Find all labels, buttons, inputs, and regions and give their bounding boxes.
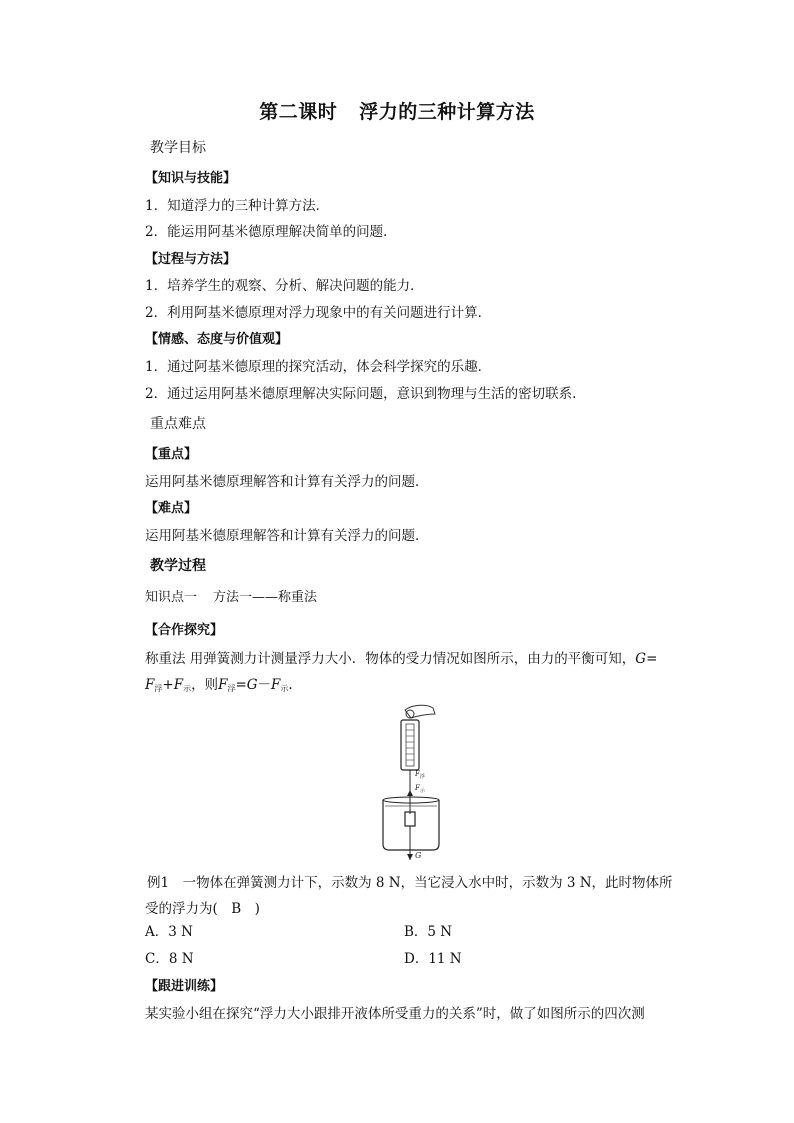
objective-p1: 1．培养学生的观察、分析、解决问题的能力． — [145, 278, 424, 294]
section-process: 教学过程 — [150, 558, 206, 574]
objective-e1: 1．通过阿基米德原理的探究活动，体会科学探究的乐趣． — [145, 359, 492, 375]
difficulty-text: 运用阿基米德原理解答和计算有关浮力的问题． — [145, 528, 429, 544]
subhead-knowledge: 【知识与技能】 — [145, 171, 237, 186]
section-objectives: 教学目标 — [150, 140, 206, 156]
subhead-follow: 【跟进训练】 — [145, 979, 224, 994]
knowledge-point-1: 知识点一 方法一——称重法 — [145, 590, 318, 605]
option-a: A．3 N — [145, 924, 193, 940]
spring-scale-body — [401, 720, 419, 770]
subhead-cooperate: 【合作探究】 — [145, 623, 224, 638]
label-f-shi: $F_示$ — [415, 784, 425, 794]
option-c: C．8 N — [145, 951, 194, 967]
subhead-difficulty: 【难点】 — [145, 501, 198, 516]
objective-k1: 1．知道浮力的三种计算方法． — [145, 198, 330, 214]
beaker — [383, 800, 439, 850]
page-title: 第二课时 浮力的三种计算方法 — [259, 101, 535, 123]
objective-p2: 2．利用阿基米德原理对浮力现象中的有关问题进行计算． — [145, 305, 492, 321]
subhead-key: 【重点】 — [145, 447, 198, 462]
example-1: 例1 一物体在弹簧测力计下，示数为 8 N，当它浸入水中时，示数为 3 N，此时物体所 受的浮力为( B ) — [145, 875, 673, 917]
section-keypoints: 重点难点 — [150, 416, 206, 432]
objective-k2: 2．能运用阿基米德原理解决简单的问题． — [145, 224, 397, 240]
subhead-emotion: 【情感、态度与价值观】 — [145, 332, 289, 347]
subhead-process: 【过程与方法】 — [145, 252, 237, 267]
option-b: B．5 N — [404, 924, 453, 940]
key-text: 运用阿基米德原理解答和计算有关浮力的问题． — [145, 474, 429, 490]
weighing-method-paragraph: 称重法 用弹簧测力计测量浮力大小．物体的受力情况如图所示，由力的平衡可知，G= $F_浮+F_示$，则$F_浮=G-F_示$. — [145, 651, 658, 693]
option-d: D．11 N — [404, 951, 462, 967]
objective-e2: 2．通过运用阿基米德原理解决实际问题，意识到物理与生活的密切联系. — [145, 386, 577, 402]
follow-text: 某实验小组在探究“浮力大小跟排开液体所受重力的关系”时，做了如图所示的四次测 — [145, 1006, 645, 1022]
label-f-fu: $F_浮$ — [415, 770, 425, 780]
label-g: G — [415, 851, 422, 860]
spring-scale-figure — [375, 702, 465, 862]
hand-shape — [405, 705, 435, 718]
submerged-object — [405, 812, 415, 826]
gravity-arrow — [407, 854, 413, 860]
force-arrow-fu — [407, 790, 413, 796]
